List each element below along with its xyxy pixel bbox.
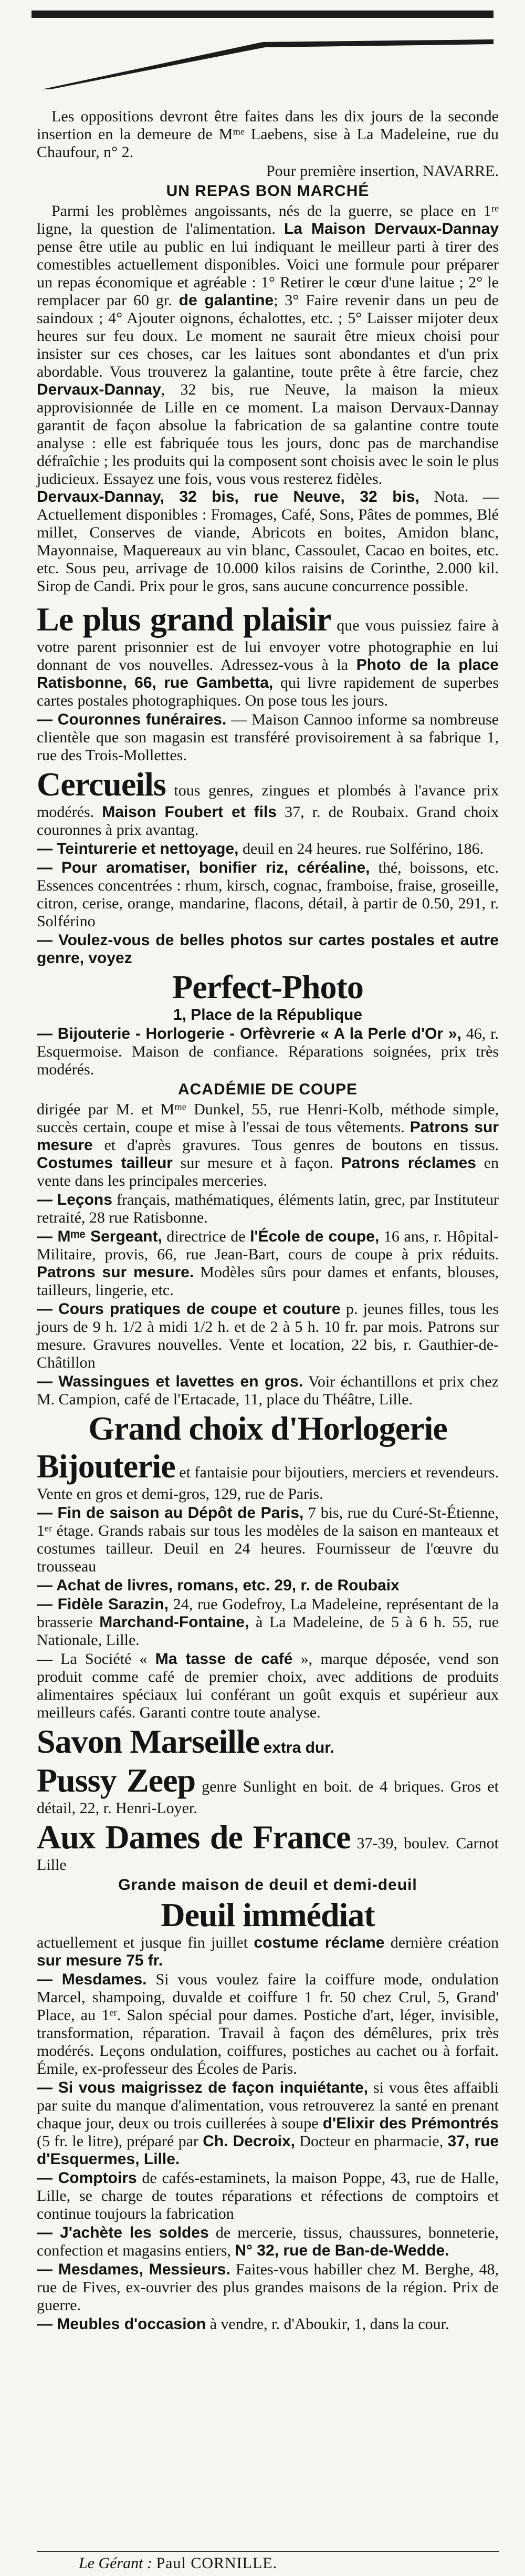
teinturerie-ad: — Teinturerie et nettoyage, deuil en 24 heures. rue Solférino, 186. [37,840,484,857]
coiffure-ad: — Mesdames. Si vous voulez faire la coiffure mode, ondulation Marcel, shampoing, duvalde et coiffure 1 fr. 50 chez Crul, 5, Grand' Place, au 1ᵉʳ. Salon spécial pour dames. Postiche d'art, léger, invisible, transformation, réparation. Travail à façon des démêlures, prix très modérés. Leçons ondulation, coiffures, postiches au cachet ou à forfait. Émile, ex-professeur des Écoles de Paris. [37,1971,499,2077]
meubles-ad: — Meubles d'occasion à vendre, r. d'Aboukir, 1, dans la cour. [37,2315,449,2333]
depot-paris-ad: — Fin de saison au Dépôt de Paris, 7 bis, rue du Curé-St-Étienne, 1ᵉʳ étage. Grands rabais sur tous les modèles de la saison en manteaux et costumes tailleur. Deuil en 24 heures. Fournisseur de l'œuvre du trousseau [37,1504,499,1575]
cercueils-ad: Cercueils tous genres, zingues et plombés à l'avance prix modérés. Maison Foubert et fils 37, r. de Roubaix. Grand choix couronnes à prix avantag. [37,765,499,839]
voulez-ad: — Voulez-vous de belles photos sur cartes postales et autre genre, voyez [37,932,499,967]
savon-ad: Savon Marseille extra dur. [37,1723,334,1760]
achat-livres-ad: — Achat de livres, romans, etc. 29, r. de Roubaix [37,1577,400,1594]
pussy-ad: Pussy Zeep genre Sunlight en boit. de 4 briques. Gros et détail, 22, r. Henri-Loyer. [37,1762,499,1817]
academie-heading: ACADÉMIE DE COUPE [177,1081,358,1098]
gerant-signature [79,2554,277,2572]
wassingues-ad: — Wassingues et lavettes en gros. Voir échantillons et prix chez M. Campion, café de l'Ertacade, 11, place du Théâtre, Lille. [37,1373,499,1408]
gerant-label: Le Gérant : [79,2554,152,2572]
tasse-cafe-ad: — La Société « Ma tasse de café », marque déposée, vend son produit comme café de premier choix, avec additions de produits alimentaires spéciaux lui conférant un goût exquis et supérieur aux meilleurs cafés. Garanti contre toute analyse. [37,1650,499,1721]
horlogerie-heading: Grand choix d'Horlogerie [88,1410,447,1447]
lecons-ad: — Leçons français, mathématiques, éléments latin, grec, par Instituteur retraité, 28 rue Ratisbonne. [37,1191,499,1226]
deuil-heading: Grande maison de deuil et demi-deuil [118,1876,417,1894]
perfect-photo-ad: Perfect-Photo 1, Place de la République [172,968,363,1023]
insertion-note: Pour première insertion, NAVARRE. [266,162,499,180]
footer-divider [37,2551,499,2552]
deuil-immediat-title: Deuil immédiat [161,1896,375,1933]
academie-ad: dirigée par M. et Mᵐᵉ Dunkel, 55, rue Henri-Kolb, méthode simple, succès certain, coupe et mise à l'essai de tous vêtements. Patrons sur mesure et d'après gravures. Tous genres de boutons en tissus. Costumes tailleur sur mesure et à façon. Patrons réclames en vente dans les principales merceries. [37,1101,499,1189]
sergeant-ad: — Mᵐᵉ Sergeant, directrice de l'École de coupe, 16 ans, r. Hôpital-Militaire, provis, 66, rue Jean-Bart, cours de coupe à prix réduits. Patrons sur mesure. Modèles sûrs pour dames et enfants, blouses, tailleurs, lingerie, etc. [37,1228,499,1299]
opposition-notice: Les oppositions devront être faites dans les dix jours de la seconde insertion en la demeure de Mᵐᵉ Laebens, sise à La Madeleine, rue du Chaufour, n° 2. [37,108,499,161]
horlogerie-ad: Bijouterie et fantaisie pour bijoutiers, merciers et revendeurs. Vente en gros et demi-gros, 129, rue de Paris. [37,1447,499,1503]
aromatiser-ad: — Pour aromatiser, bonifier riz, céréaline, thé, boissons, etc. Essences concentrées : rhum, kirsch, cognac, framboise, fraise, groseille, citron, cerise, orange, mandarine, flacons, détail, à partir de 0.50, 291, r. Solférino [37,859,499,930]
deuil-immediat-ad: actuellement et jusque fin juillet costume réclame dernière création sur mesure 75 fr. [37,1934,499,1969]
bijouterie-perle-ad: — Bijouterie - Horlogerie - Orfèvrerie « A la Perle d'Or », 46, r. Esquermoise. Maison de confiance. Réparations soignées, prix très modérés. [37,1025,499,1078]
plaisir-ad: Le plus grand plaisir que vous puissiez faire à votre parent prisonnier est de lui envoyer votre photographie en lui donnant de vos nouvelles. Adressez-vous à la Photo de la place Ratisbonne, 66, rue Gambetta, qui livre rapidement de superbes cartes postales photographiques. On pose tous les jours. [37,601,499,709]
ornamental-rule [32,11,494,89]
repas-heading: UN REPAS BON MARCHÉ [166,182,370,200]
dames-de-france-ad: Aux Dames de France 37-39, boulev. Carnot Lille [37,1818,499,1874]
soldes-ad: — J'achète les soldes de mercerie, tissus, chaussures, bonneterie, confection et magasins entiers, N° 32, rue de Ban-de-Wedde. [37,2224,499,2259]
comptoirs-ad: — Comptoirs de cafés-estaminets, la maison Poppe, 43, rue de Halle, Lille, se charge de toutes réparations et réfections de comptoirs et continue toujours la fabrication [37,2169,499,2222]
sarazin-ad: — Fidèle Sarazin, 24, rue Godefroy, La Madeleine, représentant de la brasserie Marchand-Fontaine, à La Madeleine, de 5 à 6 h. 55, rue Nationale, Lille. [37,1596,499,1649]
tailleur-ad: — Mesdames, Messieurs. Faites-vous habiller chez M. Berghe, 48, rue de Fives, ex-ouvrier des plus grandes maisons de la région. Prix de guerre. [37,2261,499,2314]
elixir-ad: — Si vous maigrissez de façon inquiétante, si vous êtes affaibli par suite du manque d'alimentation, vous retrouverez la santé en prenant chaque jour, deux ou trois cuillerées à soupe d'Elixir des Prémontrés (5 fr. le litre), préparé par Ch. Decroix, Docteur en pharmacie, 37, rue d'Esquermes, Lille. [37,2079,499,2168]
gerant-name: Paul CORNILLE. [156,2554,278,2572]
cours-coupe-ad: — Cours pratiques de coupe et couture p. jeunes filles, tous les jours de 9 h. 1/2 à midi 1/2 h. et de 2 à 5 h. 10 fr. par mois. Patrons sur mesure. Gravures nouvelles. Vente et location, 22 bis, r. Gauthier-de-Châtillon [37,1300,499,1371]
newspaper-column [37,108,499,2334]
repas-ad: Parmi les problèmes angoissants, nés de la guerre, se place en 1ʳᵉ ligne, la question de l'alimentation. La Maison Dervaux-Dannay pense être utile au public en lui indiquant le meilleur parti à tirer des comestibles actuellement disponibles. Voici une formule pour préparer un repas économique et agréable : 1° Retirer le cœur d'une laitue ; 2° le remplacer par 60 gr. de galantine; 3° Faire revenir dans un peu de saindoux ; 4° Ajouter oignons, échalottes, etc. ; 5° Laisser mijoter deux heures sur feu doux. Le moment ne saurait être mieux choisi pour insister sur ces choses, car les laitues sont abondantes et d'un prix abordable. Vous trouverez la galantine, toute prête à être farcie, chez Dervaux-Dannay, 32 bis, rue Neuve, la maison la mieux approvisionnée de Lille en ce moment. La maison Dervaux-Dannay garantit de façon absolue la fabrication de sa galantine contre toute analyse : elle est fabriquée tous les jours, donc pas de marchandise défraîchie ; les produits qui la composent sont choisis avec le soin le plus judicieux. Essayez une fois, vous vous resterez fidèles. Dervaux-Dannay, 32 bis, rue Neuve, 32 bis, Nota. — Actuellement disponibles : Fromages, Café, Sons, Pâtes de pommes, Blé millet, Conserves de viande, Abricots en boites, Amidon blanc, Mayonnaise, Maquereaux au vin blanc, Cassoulet, Cacao en boites, etc. etc. Sous peu, arrivage de 10.000 kilos raisins de Corinthe, 2.000 kil. Sirop de Candi. Prix pour le gros, sans aucune concurrence possible. [37,202,499,595]
funeraires-ad: — Couronnes funéraires. — Maison Cannoo informe sa nombreuse clientèle que son magasin est transféré provisoirement à sa fabrique 1, rue des Trois-Mollettes. [37,711,499,764]
